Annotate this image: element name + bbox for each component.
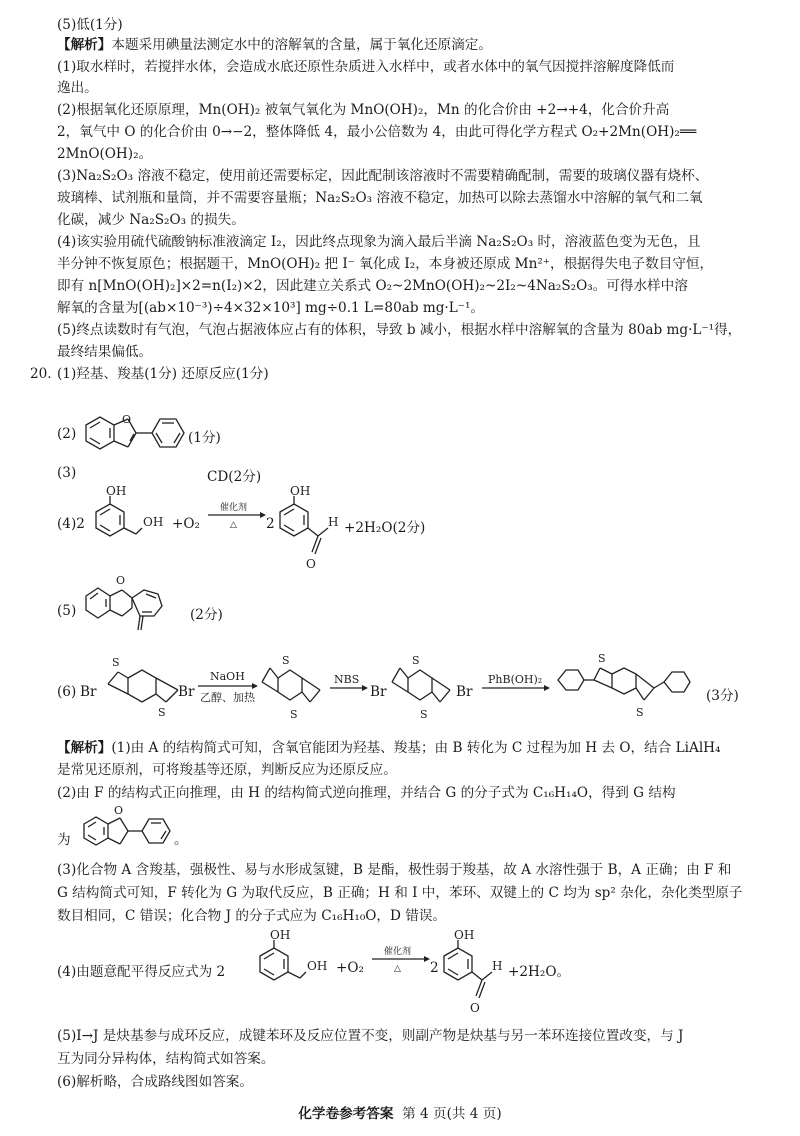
o-label: O (306, 557, 316, 571)
q20-answer4-prefix: (4)2 (57, 516, 85, 532)
q20-answer4-suffix: +2H₂O(2分) (344, 520, 426, 536)
s-label: S (412, 654, 420, 667)
dibromo-thienobenzothiophene-structure (388, 650, 458, 730)
q20-e2-line1: (2)由 F 的结构式正向推理，由 H 的结构简式逆向推理，并结合 G 的分子式为 C₁₆H₁₄O，得到 G 结构 (57, 785, 676, 801)
reaction-arrow (370, 944, 430, 974)
oh-label: OH (106, 484, 127, 498)
q19-p5-line2: 最终结果偏低。 (57, 344, 153, 360)
reaction-arrow-step1 (196, 668, 258, 704)
analysis-tag: 【解析】 (57, 37, 112, 53)
s-label: S (282, 654, 290, 667)
q20-e1-line2: 是常见还原剂，可将羧基等还原，判断反应为还原反应。 (57, 762, 397, 778)
q20-answer1: (1)羟基、羧基(1分) 还原反应(1分) (57, 366, 269, 382)
q20-e4-o2: +O₂ (336, 960, 364, 976)
isomer-structure (78, 570, 198, 640)
q19-p2-line2: 2，氧气中 O 的化合价由 0→−2，整体降低 4，最小公倍数为 4，由此可得化学方程式 O₂+2Mn(OH)₂══ (57, 124, 697, 140)
h-label: H (492, 959, 503, 973)
q19-p4-line1: (4)该实验用硫代硫酸钠标准液滴定 I₂，因此终点现象为滴入最后半滴 Na₂S₂O₃ 时，溶液蓝色变为无色，且 (57, 234, 701, 250)
thienobenzothiophene-structure (258, 650, 328, 730)
q20-answer2-prefix: (2) (57, 426, 77, 442)
footer-page: 第 4 页(共 4 页) (402, 1106, 502, 1122)
footer-title: 化学卷参考答案 (298, 1106, 394, 1122)
q20-e4-prefix: (4)由题意配平得反应式为 2 (57, 964, 226, 980)
q20-e3-line3: 数目相同，C 错误；化合物 J 的分子式应为 C₁₆H₁₀O，D 错误。 (57, 908, 447, 924)
step1-reagent: NaOH (210, 670, 245, 683)
q19-p4-line2: 半分钟不恢复原色；根据题干，MnO(OH)₂ 把 I⁻ 氧化成 I₂，本身被还原成 Mn²⁺，根据得失电子数目守恒， (57, 256, 714, 272)
q19-p4-line3: 即有 n[MnO(OH)₂]×2=n(I₂)×2，因此建立关系式 O₂~2MnO(OH)₂~2I₂~4Na₂S₂O₃。可得水样中溶 (57, 278, 688, 294)
h-label: H (328, 515, 339, 529)
q20-answer3-prefix: (3) (57, 465, 77, 481)
q19-p1-line1: (1)取水样时，若搅拌水体，会造成水底还原性杂质进入水样中，或者水体中的氧气因搅拌溶解度降低而 (57, 59, 675, 75)
q20-answer2-suffix: (1分) (188, 430, 221, 446)
q20-e6-line1: (6)解析略，合成路线图如答案。 (57, 1074, 253, 1090)
s-label: S (290, 708, 298, 721)
s-label: S (158, 706, 166, 719)
oxygen-label: O (122, 413, 132, 426)
q20-e4-suffix: +2H₂O。 (508, 964, 571, 980)
br-label: Br (80, 684, 97, 700)
q20-answer5-suffix: (2分) (190, 607, 223, 623)
q19-p3-line1: (3)Na₂S₂O₃ 溶液不稳定，使用前还需要标定，因此配制该溶液时不需要精确配制，需要的玻璃仪器有烧杯、 (57, 168, 709, 184)
analysis-tag: 【解析】 (57, 740, 112, 756)
oh-label: OH (290, 484, 311, 498)
benzyl-alcohol-phenol-structure (88, 484, 164, 554)
q19-p3-line2: 玻璃棒、试剂瓶和量筒，并不需要容量瓶；Na₂S₂O₃ 溶液不稳定，加热可以除去蒸馏水中溶解的氧气和二氧 (57, 190, 703, 206)
br-label: Br (456, 684, 473, 700)
catalyst-label: 催化剂 (384, 947, 412, 957)
reaction-arrow-step2 (328, 672, 368, 700)
br-label: Br (178, 684, 195, 700)
benzofuran-phenyl-structure (74, 800, 214, 862)
q20-e4-coef: 2 (430, 960, 439, 976)
oxygen-label: O (116, 574, 126, 587)
catalyst-label: 催化剂 (220, 503, 248, 513)
benzyl-alcohol-phenol-structure (252, 928, 328, 998)
salicylaldehyde-structure (272, 484, 342, 574)
oh-label: OH (143, 515, 164, 529)
diphenyl-thienobenzothiophene-structure (554, 648, 714, 732)
step2-reagent: NBS (334, 673, 360, 686)
s-label: S (112, 656, 120, 669)
q20-e5-line2: 互为同分异构体，结构简式如答案。 (57, 1051, 275, 1067)
oh-label: OH (307, 959, 328, 973)
br-label: Br (370, 684, 387, 700)
q20-answer4-o2: +O₂ (172, 516, 200, 532)
q20-analysis-line1 (57, 740, 769, 756)
o-label: O (470, 1001, 480, 1015)
oh-label: OH (270, 928, 291, 942)
analysis-intro-text: 本题采用碘量法测定水中的溶解氧的含量，属于氧化还原滴定。 (111, 37, 492, 53)
oxygen-label: O (114, 804, 124, 817)
q20-answer3: CD(2分) (207, 469, 262, 485)
s-label: S (636, 706, 644, 719)
q19-part5-header: (5)低(1分) (57, 17, 123, 33)
q20-e3-line2: G 结构简式可知，F 转化为 G 为取代反应，B 正确；H 和 I 中，苯环、双键上的 C 均为 sp² 杂化，杂化类型原子 (57, 885, 743, 901)
q20-answer5-prefix: (5) (57, 603, 77, 619)
q19-p4-line4: 解氧的含量为[(ab×10⁻³)÷4×32×10³] mg÷0.1 L=80ab mg·L⁻¹。 (57, 300, 485, 316)
q20-e5-line1: (5)I→J 是炔基参与成环反应，成键苯环及反应位置不变，则副产物是炔基与另一苯环连接位置改变，与 J (57, 1028, 684, 1044)
step1-condition: 乙醇、加热 (200, 691, 255, 704)
s-label: S (598, 652, 606, 665)
q19-analysis-intro (57, 37, 769, 53)
step3-reagent: PhB(OH)₂ (488, 673, 543, 686)
q20-answer6-suffix: (3分) (706, 688, 739, 704)
q20-answer4-coef: 2 (266, 516, 275, 532)
s-label: S (420, 708, 428, 721)
reaction-arrow (206, 500, 266, 530)
e1-line1: (1)由 A 的结构简式可知，含氧官能团为羟基、羧基；由 B 转化为 C 过程为加 H 去 O，结合 LiAlH₄ (111, 740, 721, 756)
oh-label: OH (454, 928, 475, 942)
reaction-arrow-step3 (480, 672, 550, 700)
q20-number: 20. (30, 366, 52, 382)
q19-p3-line3: 化碳，减少 Na₂S₂O₃ 的损失。 (57, 212, 245, 228)
heat-label: △ (230, 520, 237, 530)
q20-e2-prefix: 为 (57, 832, 71, 848)
q19-p5-line1: (5)终点读数时有气泡，气泡占据液体应占有的体积，导致 b 减小，根据水样中溶解氧的含量为 80ab mg·L⁻¹得， (57, 322, 742, 338)
heat-label: △ (394, 964, 401, 974)
salicylaldehyde-structure (436, 928, 506, 1018)
page-footer (0, 1102, 800, 1122)
q20-answer6-prefix: (6) (57, 684, 77, 700)
q19-p2-line1: (2)根据氧化还原原理，Mn(OH)₂ 被氧气氧化为 MnO(OH)₂，Mn 的化合价由 +2→+4，化合价升高 (57, 102, 670, 118)
q20-e2-suffix: 。 (174, 832, 188, 848)
q19-p2-line3: 2MnO(OH)₂。 (57, 146, 153, 162)
q20-e3-line1: (3)化合物 A 含羧基，强极性、易与水形成氢键，B 是酯，极性弱于羧基，故 A 水溶性强于 B，A 正确；由 F 和 (57, 862, 732, 878)
q19-p1-line2: 逸出。 (57, 80, 98, 96)
